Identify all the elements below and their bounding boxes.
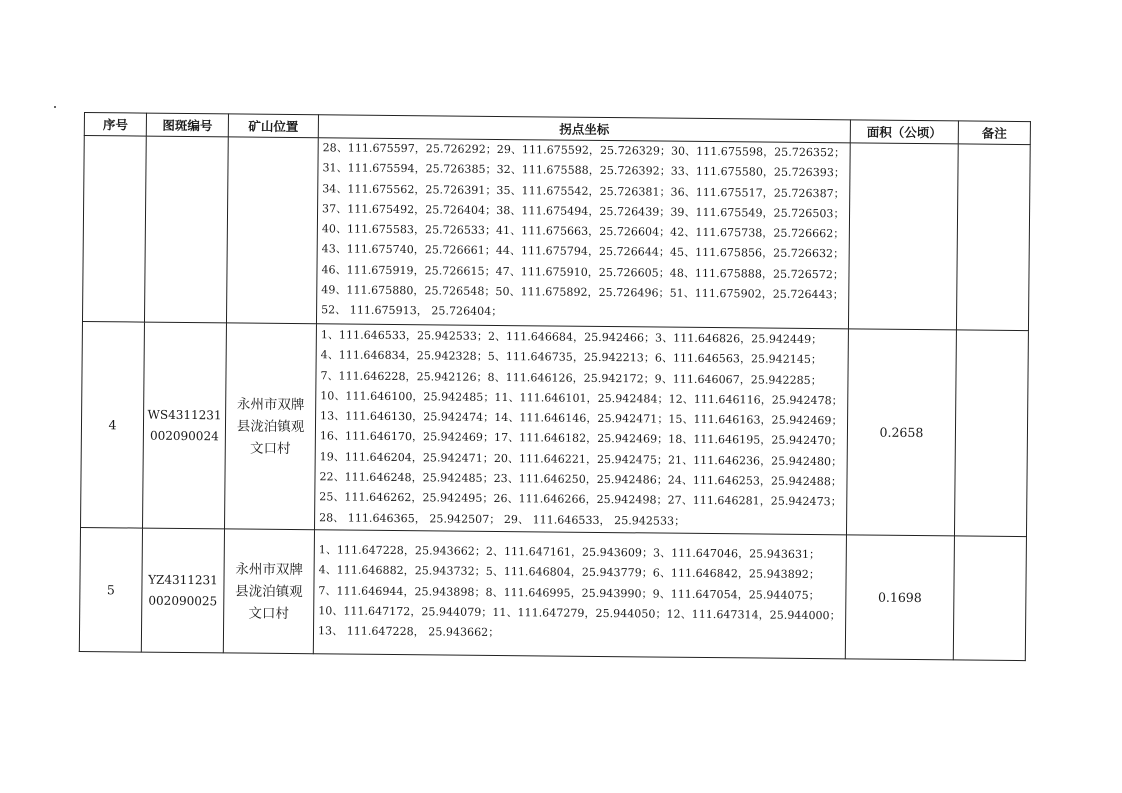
area-cell: 0.1698 [845,535,954,660]
coord-line: 46、111.675919，25.726615；47、111.675910，25.726605；48、111.675888，25.726572； [321,263,845,282]
code-line: 002090024 [149,428,219,443]
header-area: 面积（公顷） [850,120,958,144]
code-line [146,229,227,230]
code-cell [144,136,228,323]
location-line [228,230,317,231]
scan-speck [54,106,56,108]
coords-cell [313,530,846,659]
coord-line: 25、111.646262，25.942495；26、111.646266，25.942498；27、111.646281，25.942473； [319,490,842,509]
coord-line: 19、111.646204，25.942471；20、111.646221，25.942475；21、111.646236，25.942480； [319,450,843,469]
location-cell [225,323,317,530]
coord-line: 52、 111.675913， 25.726404； [321,303,503,319]
location-line: 文口村 [249,440,291,457]
code-line: 002090025 [148,593,218,608]
remark-cell [954,330,1028,537]
location-cell [226,137,318,324]
coord-line: 40、111.675583，25.726533；41、111.675663，25.726604；42、111.675738，25.726662； [321,222,845,241]
location-cell [223,529,314,654]
header-seq: 序号 [84,113,146,137]
remark-cell [956,144,1030,331]
area-cell: 0.2658 [846,329,956,536]
table-sheet [79,112,1044,661]
coord-line: 28、 111.646365， 25.942507； 29、 111.646533， 25.942533； [319,510,686,528]
seq-cell: 5 [79,527,142,652]
coord-line: 13、111.646130，25.942474；14、111.646146，25.942471；15、111.646163，25.942469； [320,409,843,428]
coord-line: 49、111.675880，25.726548；50、111.675892，25.726496；51、111.675902，25.726443； [321,283,844,302]
coord-line: 7、111.646944，25.943898；8、111.646995，25.943990；9、111.647054，25.944075； [318,583,820,602]
coord-line: 10、111.646100，25.942485；11、111.646101，25.942484；12、111.646116，25.942478； [320,389,843,408]
seq-cell: 4 [81,321,145,528]
coordinate-table [79,112,1031,661]
coord-line: 28、111.675597，25.726292；29、111.675592，25.726329；30、111.675598，25.726352； [322,141,846,160]
coord-line: 4、111.646882，25.943732；5、111.646804，25.943779；6、111.646842，25.943892； [318,563,821,582]
table-row [81,321,1029,536]
table-row [79,527,1026,660]
location-line [228,230,317,231]
coord-line: 37、111.675492，25.726404；38、111.675494，25.726439；39、111.675549，25.726503； [322,202,845,221]
coord-line: 34、111.675562，25.726391；35、111.675542，25.726381；36、111.675517，25.726387； [322,181,845,200]
coord-line: 10、111.647172，25.944079；11、111.647279，25.944050；12、111.647314，25.944000； [318,604,841,623]
location-line: 永州市双牌 [235,560,303,578]
coord-line: 13、 111.647228， 25.943662； [317,624,500,640]
header-remark: 备注 [958,121,1030,145]
coords-cell [315,324,849,535]
seq-cell [82,136,146,323]
code-cell [141,528,224,653]
location-line [228,230,317,231]
table-row [82,136,1030,331]
coord-line: 43、111.675740，25.726661；44、111.675794，25.726644；45、111.675856，25.726632； [321,242,845,261]
coord-line: 1、111.647228，25.943662；2、111.647161，25.943609；3、111.647046，25.943631； [318,543,821,562]
header-coords: 拐点坐标 [318,115,850,143]
coord-line: 1、111.646533，25.942533；2、111.646684，25.942466；3、111.646826，25.942449； [320,328,823,347]
code-line: WS4311231 [147,407,222,422]
coord-line: 4、111.646834，25.942328；5、111.646735，25.942213；6、111.646563，25.942145； [320,348,823,367]
header-code: 图斑编号 [146,113,228,137]
header-location: 矿山位置 [228,114,318,138]
location-line: 县泷泊镇观 [236,417,305,435]
coords-cell [316,138,850,329]
location-line: 文口村 [248,605,290,622]
coord-line: 22、111.646248，25.942485；23、111.646250，25.942486；24、111.646253，25.942488； [319,470,843,489]
location-line: 县泷泊镇观 [235,582,303,600]
coord-line: 16、111.646170，25.942469；17、111.646182，25.942469；18、111.646195，25.942470； [319,429,843,448]
code-cell [143,322,227,529]
location-line: 永州市双牌 [236,395,305,413]
remark-cell [953,536,1026,661]
code-line: YZ4311231 [148,572,218,587]
coord-line: 7、111.646228，25.942126；8、111.646126，25.942172；9、111.646067，25.942285； [320,368,822,387]
code-line [146,229,227,230]
area-cell [848,143,958,330]
coord-line: 31、111.675594，25.726385；32、111.675588，25.726392；33、111.675580，25.726393； [322,161,846,180]
